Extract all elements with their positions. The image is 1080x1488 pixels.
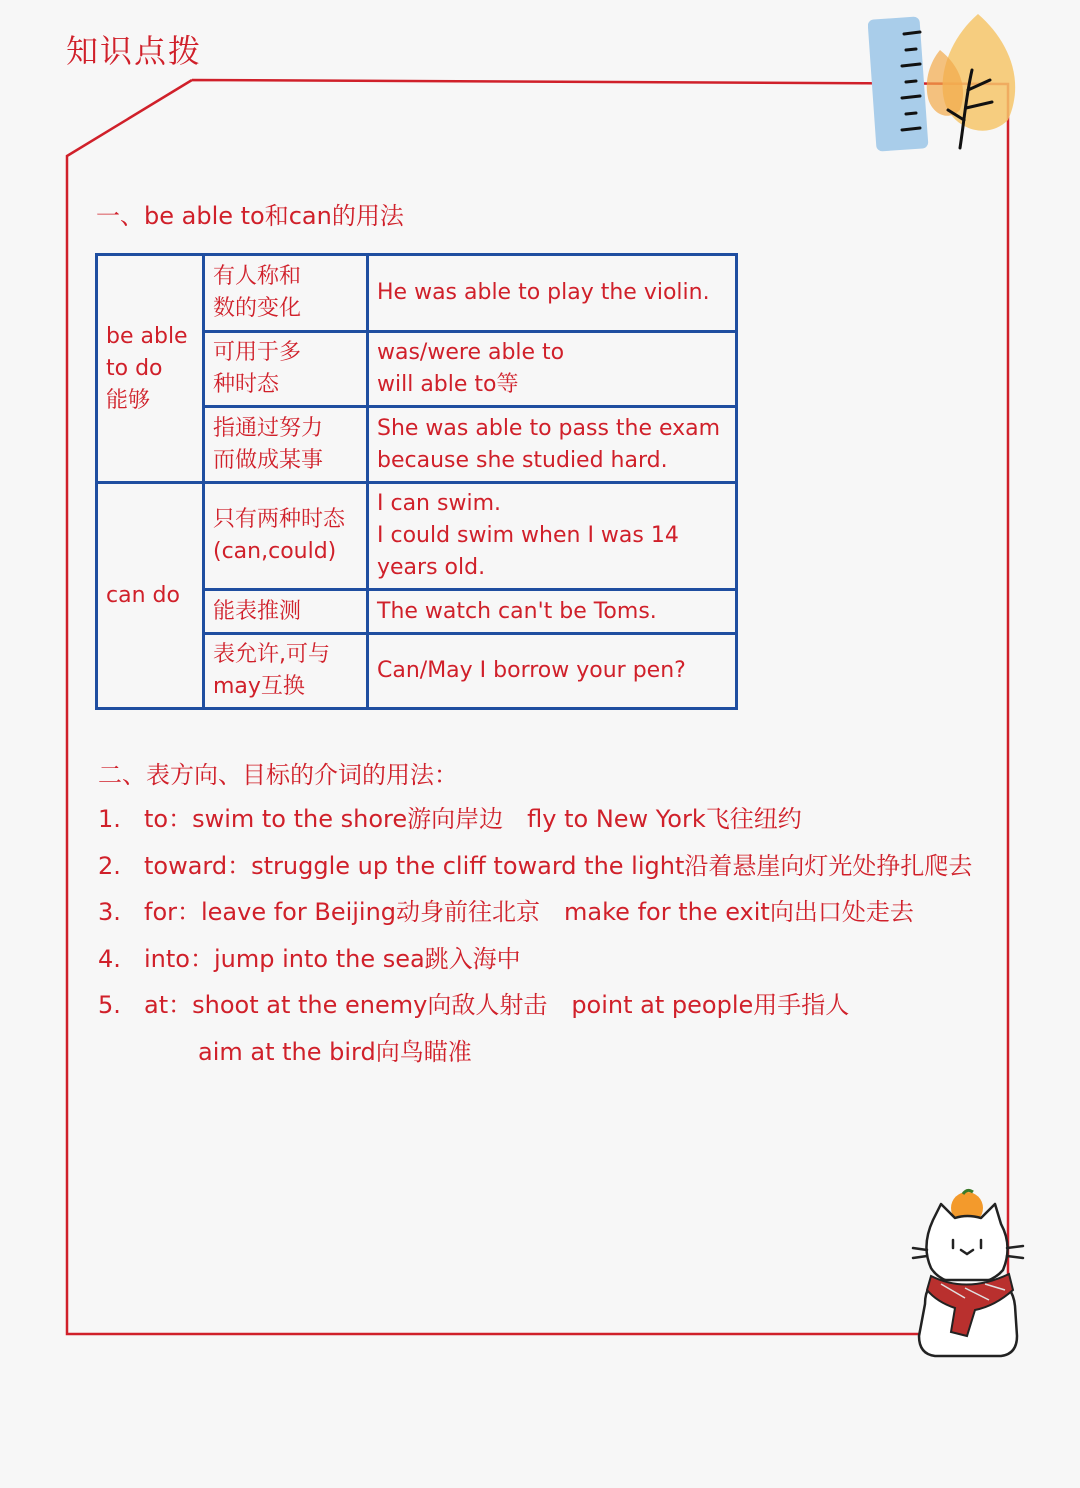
- note-cell: 只有两种时态 (can,could): [204, 483, 368, 590]
- table-row: [97, 255, 737, 332]
- list-item: [98, 982, 972, 1029]
- item-number: 3.: [98, 898, 121, 926]
- term-cell: be able to do 能够: [97, 255, 204, 483]
- page-title: 知识点拨: [66, 32, 203, 70]
- item-number: 4.: [98, 944, 121, 973]
- item-number: 5.: [98, 991, 121, 1019]
- item-text: at：shoot at the enemy向敌人射击 point at people用手指人: [144, 991, 850, 1019]
- item-number: 1.: [98, 805, 121, 833]
- list-item: [98, 796, 972, 843]
- example-cell: I can swim. I could swim when I was 14 years old.: [368, 483, 737, 590]
- note-cell: 指通过努力 而做成某事: [204, 407, 368, 483]
- example-cell: The watch can't be Toms.: [368, 590, 737, 634]
- preposition-list: [98, 796, 972, 1075]
- note-cell: 表允许,可与 may互换: [204, 634, 368, 709]
- example-cell: was/were able to will able to等: [368, 332, 737, 407]
- item-text: to：swim to the shore游向岸边 fly to New York飞往纽约: [144, 805, 802, 833]
- note-cell: 有人称和 数的变化: [204, 255, 368, 332]
- item-text: into：jump into the sea跳入海中: [144, 944, 521, 973]
- example-cell: She was able to pass the exam because she studied hard.: [368, 407, 737, 483]
- list-item: [98, 936, 972, 983]
- example-cell: Can/May I borrow your pen?: [368, 634, 737, 709]
- section1-title: 一、be able to和can的用法: [96, 202, 404, 230]
- item-text: for：leave for Beijing动身前往北京 make for the exit向出口处走去: [144, 898, 914, 926]
- cat-with-scarf-icon: [905, 1186, 1035, 1368]
- list-item: [98, 843, 972, 890]
- usage-table: [95, 253, 738, 710]
- item-text: toward：struggle up the cliff toward the light沿着悬崖向灯光处挣扎爬去: [144, 851, 973, 880]
- table-row: [97, 483, 737, 590]
- note-cell: 可用于多 种时态: [204, 332, 368, 407]
- list-item-continuation: aim at the bird向鸟瞄准: [198, 1037, 472, 1066]
- list-item: [98, 889, 972, 936]
- term-cell: can do: [97, 483, 204, 709]
- ruler-leaf-icon: [868, 10, 1028, 155]
- note-cell: 能表推测: [204, 590, 368, 634]
- example-cell: He was able to play the violin.: [368, 255, 737, 332]
- section2-title: 二、表方向、目标的介词的用法：: [98, 761, 458, 789]
- item-number: 2.: [98, 851, 121, 880]
